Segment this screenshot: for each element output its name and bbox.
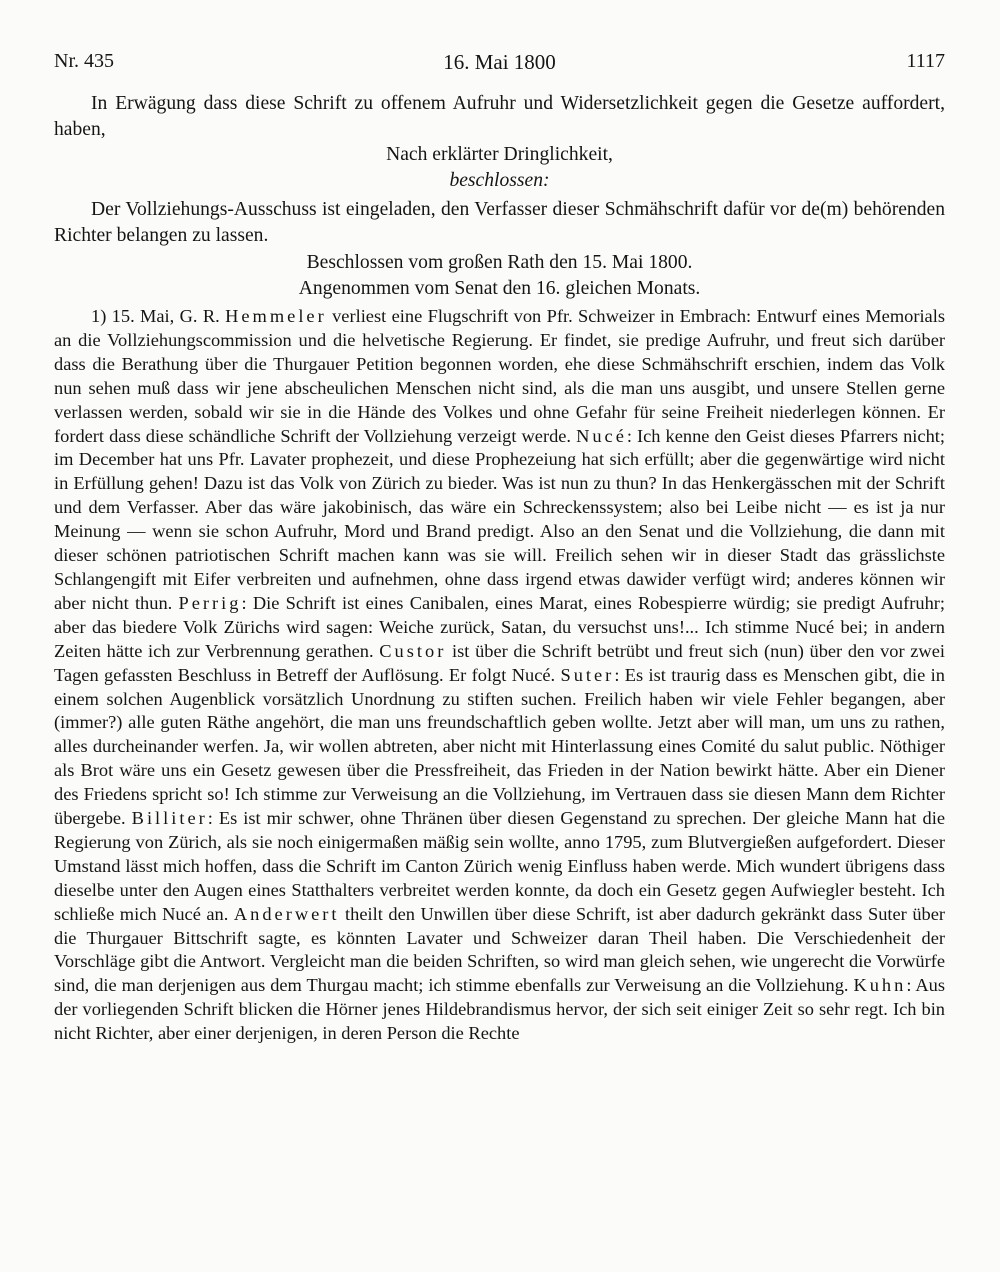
footnote-intro: 1) 15. Mai, G. R.: [91, 306, 220, 326]
speech-text: : Ich kenne den Geist dieses Pfarrers nicht; im December hat uns Pfr. Lavater prophezeit, und diese Prophezeiung hat sich erfüllt; aber die gegenwärtige wird nicht in Erfüllung gehen! Dazu ist das Volk von Zürich zu bieder. Was ist nun zu thun? In das Henkergässchen mit der Schrift und dem Verfasser. Aber das wäre jakobinisch, das wäre ein Schreckenssystem; also bei Leibe nicht — es ist ja nur Meinung — wenn sie schon Aufruhr, Mord und Brand predigt. Also an den Senat und die Vollziehung, die dann mit dieser schönen patriotischen Schrift machen kann was sie will. Freilich sehen wir in dieser Stadt das grässlichste Schlangengift mit Eifer verbreiten und aufnehmen, ohne dass irgend etwas dawider verfügt wird; anderes können wir aber nicht thun.: [54, 425, 945, 613]
speaker-name: Suter: [560, 664, 615, 685]
speech-text: verliest eine Flugschrift von Pfr. Schweizer in Embrach: Entwurf eines Memorials an die Vollziehungscommission und die helvetische Regierung. Er findet, sie predige Aufruhr, und freut sich darüber dass die Berathung über die Thurgauer Petition begonnen worden, ehe diese Schmähschrift erschien, indem das Volk nun sehen muß dass wir jene abscheulichen Menschen nicht sind, als die man uns ausgibt, und unsere Stellen gerne verlassen werden, sobald wir sie in die Hände des Volkes und ohne Gefahr für seine Freiheit niederlegen können. Er fordert dass diese schändliche Schrift der Vollziehung verzeigt werde.: [54, 306, 945, 446]
decision-text: Der Vollziehungs-Ausschuss ist eingeladen, den Verfasser dieser Schmähschrift dafür vor de(m) behörenden Richter belangen zu lassen.: [54, 199, 945, 246]
speech-text: ist über die Schrift betrübt und freut sich (nun) über den vor zwei Tagen gefassten Beschluss in Betreff der Auflösung. Er folgt Nucé.: [54, 640, 945, 685]
speaker-name: Anderwert: [233, 903, 340, 924]
speaker-name: Custor: [379, 640, 447, 661]
speaker-name: Nucé: [576, 425, 627, 446]
speaker-name: Hemmeler: [225, 306, 327, 326]
speaker-name: Billiter: [131, 808, 208, 829]
senate-acceptance-date: Angenommen vom Senat den 16. gleichen Monats.: [298, 277, 701, 299]
speaker-name: Perrig: [178, 592, 242, 613]
page-number: 1117: [906, 50, 945, 72]
speaker-name: Kuhn: [853, 975, 907, 996]
council-resolution-date: Beschlossen vom großen Rath den 15. Mai 1800.: [306, 252, 693, 273]
speech-text: : Aus der vorliegenden Schrift blicken die Hörner jenes Hildebrandismus hervor, der sich seit einiger Zeit so sehr regt. Ich bin nicht Richter, aber einer derjenigen, in deren Person die Rechte: [54, 975, 945, 1044]
page-header: [54, 50, 945, 86]
whereas-clause: In Erwägung dass diese Schrift zu offenem Aufruhr und Widersetzlichkeit gegen die Gesetze auffordert, haben,: [54, 93, 945, 140]
speech-text: theilt den Unwillen über diese Schrift, ist aber dadurch gekränkt dass Suter über die Thurgauer Bittschrift sagte, es könnten Lavater und Schweizer daran Theil haben. Die Verschiedenheit der Vorschläge gibt die Antwort. Vergleicht man die beiden Schriften, so wird man gleich sehen, wie ungerecht die Vorwürfe sind, die man derjenigen aus dem Thurgau macht; ich stimme ebenfalls zur Verweisung an die Vollziehung.: [54, 903, 945, 996]
footnote-paragraph: [54, 305, 945, 1046]
document-number: Nr. 435: [54, 50, 114, 72]
resolved-heading: beschlossen:: [449, 169, 550, 191]
speech-text: : Die Schrift ist eines Canibalen, eines Marat, eines Robespierre würdig; sie predigt Aufruhr; aber das biedere Volk Zürichs wird sagen: Weiche zurück, Satan, du versuchst uns!... Ich stimme Nucé bei; in andern Zeiten hätte ich zur Verbrennung gerathen.: [54, 592, 946, 661]
speech-text: : Es ist mir schwer, ohne Thränen über diesen Gegenstand zu sprechen. Der gleiche Mann hat die Regierung von Zürich, als sie noch einigermaßen mäßig sein wollte, anno 1795, zum Blutvergießen aufgefordert. Dieser Umstand lässt mich hoffen, dass die Schrift im Canton Zürich wenig Einfluss haben werde. Mich wundert übrigens dass dieselbe unter den Augen eines Statthalters verbreitet werden konnte, da doch ein Gesetz gegen Aufwiegler besteht. Ich schließe mich Nucé an.: [54, 808, 945, 924]
urgency-clause: Nach erklärter Dringlichkeit,: [386, 144, 613, 165]
header-date: 16. Mai 1800: [443, 50, 556, 74]
page-content: [54, 91, 945, 1046]
speech-text: : Es ist traurig dass es Menschen gibt, die in einem solchen Augenblick vorsätzlich Unordnung zu stiften suchen. Freilich haben wir viele Fehler begangen, aber (immer?) alle guten Räthe angehört, die man uns freundschaftlich geben wollte. Jetzt aber will man, um uns zu rathen, alles durcheinander werfen. Ja, wir wollen abtreten, aber nicht mit Hinterlassung eines Comité du salut public. Nöthiger als Brot wäre uns ein Gesetz gewesen über die Pressfreiheit, das Frieden in der Nation bewirkt hätte. Aber ein Diener des Friedens spricht so! Ich stimme zur Verweisung an die Vollziehung, im Vertrauen dass sie diesen Mann dem Richter übergebe.: [54, 664, 945, 829]
